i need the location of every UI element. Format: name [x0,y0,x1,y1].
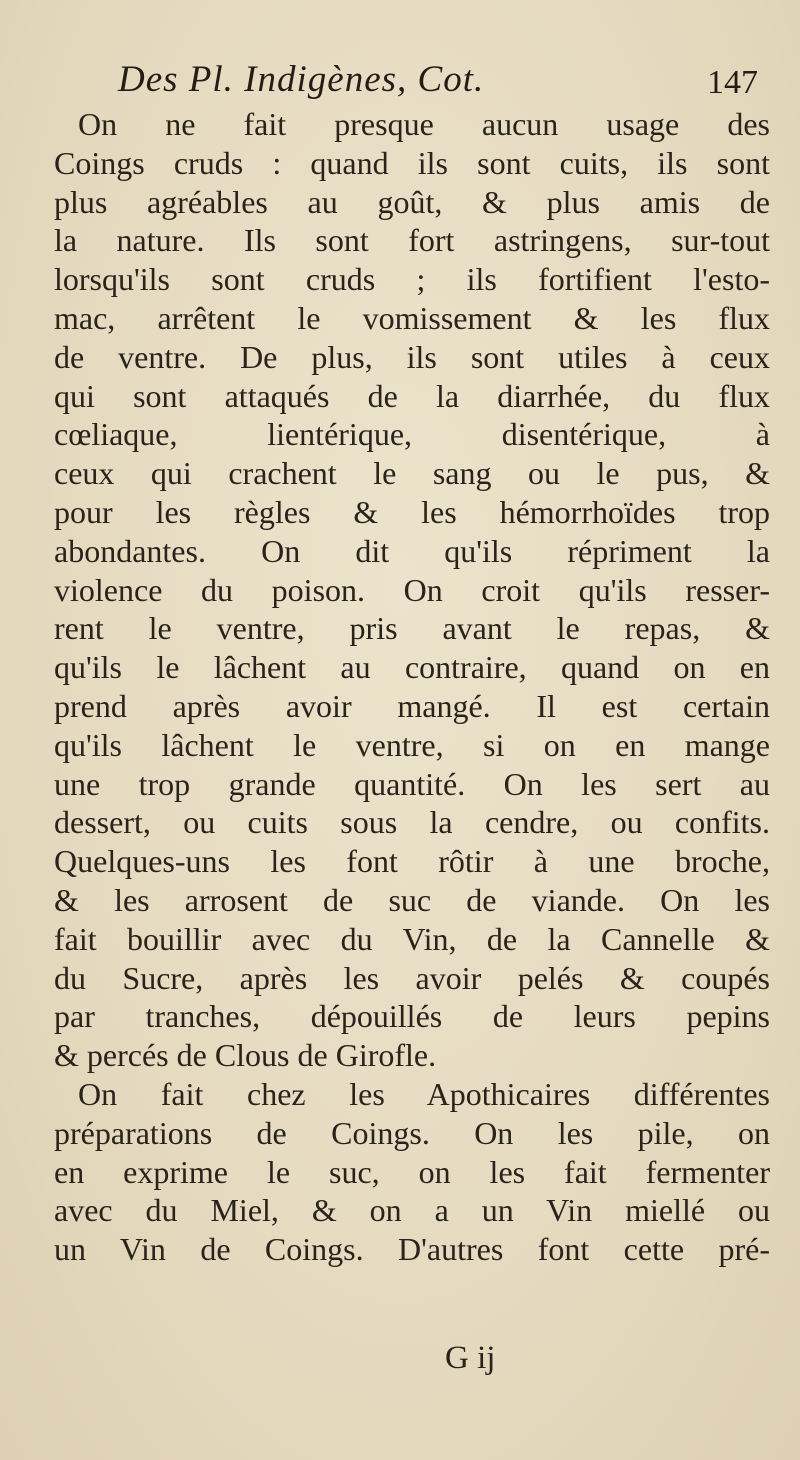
text-line: par tranches, dépouillés de leurs pepins [54,998,770,1035]
text-line: du Sucre, après les avoir pelés & coupés [54,959,770,996]
text-line: qu'ils le lâchent au contraire, quand on en [54,649,770,686]
text-line: abondantes. On dit qu'ils répriment la [54,532,770,569]
text-line: cœliaque, lientérique, disentérique, à [54,416,770,453]
text-line: en exprime le suc, on les fait fermenter [54,1153,770,1190]
text-line: rent le ventre, pris avant le repas, & [54,610,770,647]
text-line: On fait chez les Apothicaires différentes [78,1075,770,1112]
text-line: violence du poison. On croit qu'ils resser- [54,571,770,608]
text-line: préparations de Coings. On les pile, on [54,1114,770,1151]
text-line: & percés de Clous de Girofle. [54,1037,437,1074]
text-line: une trop grande quantité. On les sert au [54,765,770,802]
signature-mark: G ij [445,1340,496,1376]
text-line: prend après avoir mangé. Il est certain [54,687,770,724]
text-line: plus agréables au goût, & plus amis de [54,183,770,220]
text-line: fait bouillir avec du Vin, de la Cannelle & [54,920,770,957]
text-line: On ne fait presque aucun usage des [78,106,770,142]
text-line: & les arrosent de suc de viande. On les [54,881,770,918]
text-line: la nature. Ils sont fort astringens, sur-tout [54,222,770,259]
running-head-title: Des Pl. Indigènes, Cot. [118,59,485,100]
page-number: 147 [707,64,758,101]
body-text [54,105,770,1269]
text-line: qu'ils lâchent le ventre, si on en mange [54,726,770,763]
text-line: ceux qui crachent le sang ou le pus, & [54,455,770,492]
running-head [118,58,758,108]
paragraph-2 [54,1075,770,1269]
text-line: un Vin de Coings. D'autres font cette pré- [54,1231,770,1268]
text-line: qui sont attaqués de la diarrhée, du flux [54,377,770,414]
text-line: Quelques-uns les font rôtir à une broche, [54,843,770,880]
text-line: mac, arrêtent le vomissement & les flux [54,299,770,336]
text-line: de ventre. De plus, ils sont utiles à ceux [54,338,770,375]
text-line: avec du Miel, & on a un Vin miellé ou [54,1192,770,1229]
text-line: lorsqu'ils sont cruds ; ils fortifient l'esto- [54,261,770,298]
text-line: dessert, ou cuits sous la cendre, ou confits. [54,804,770,841]
text-line: pour les règles & les hémorrhoïdes trop [54,493,770,530]
paragraph-1 [54,105,770,1075]
text-line: Coings cruds : quand ils sont cuits, ils sont [54,144,770,181]
